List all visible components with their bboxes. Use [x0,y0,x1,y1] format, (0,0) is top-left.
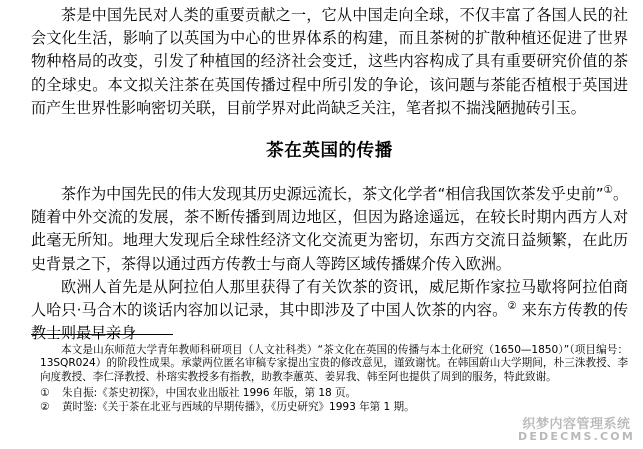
footnote-ref-1[interactable]: ① [603,183,613,196]
watermark [518,418,635,443]
footnote-separator-rule [31,334,173,335]
paragraph-spread-1-text-before-note: 茶作为中国先民的伟大发现其历史源远流长，茶文化学者“相信我国饮茶发乎史前” [61,185,604,204]
footnote-marker-1: ① [40,387,50,400]
heading-spacer-bottom [31,161,628,183]
paragraph-spread-2-text-before-note: 欧洲人首先是从阿拉伯人那里获得了有关饮茶的资讯，威尼斯作家拉马歇将阿拉伯商人哈只·马合木的谈话内容加以记录，其中即涉及了中国人饮茶的内容。 [31,277,628,320]
paragraph-spread-1-text-after-note: 。随着中外交流的发展，茶不断传播到周边地区，但因为路途遥远，在较长时期内西方人对此毫无所知。地理大发现后全球性经济文化交流更为密切，东西方交流日益频繁，在此历史背景之下，茶得以通过西方传教士与商人等跨区域传播媒介传入欧洲。 [31,185,628,273]
document-body [31,4,628,345]
section-heading: 茶在英国的传播 [266,141,393,162]
paragraph-spread-2-text-after-note: 来东方传教的传教士则最早亲身 [31,301,628,343]
footnote-text-2: 黄时鉴:《关于茶在北亚与西域的早期传播》，《历史研究》1993 年第 1 期。 [62,401,415,414]
footnote-marker-2: ② [40,401,50,414]
footnote-area [31,334,629,415]
footnote-text-1: 朱自振:《茶史初探》，中国农业出版社 1996 年版，第 18 页。 [62,387,357,400]
paragraph-spread-1 [31,183,628,276]
watermark-english-label: DEDECMS.COM [518,430,635,444]
footnote-item-2 [31,400,629,414]
footnote-item-1 [31,386,629,400]
footnote-list [31,386,629,414]
footnote-funding-note: 本文是山东师范大学青年教师科研项目（人文社科类）“茶文化在英国的传播与本土化研究（1650—1850）”（项目编号：13SQR024）的阶段性成果。承蒙两位匿名审稿专家提出宝贵的修改意见，谨致谢忱。在韩国蔚山大学期间，朴三洙教授、李向度教授、李仁泽教授、朴瑢实教授多有指教，助教李蕙英、姜昇我、韩至阿也提供了周到的服务，特此致谢。 [40,344,628,383]
paragraph-intro: 茶是中国先民对人类的重要贡献之一，它从中国走向全球，不仅丰富了各国人民的社会文化生活，影响了以英国为中心的世界体系的构建，而且茶树的扩散种植还促进了世界物种格局的改变，引发了种植国的经济社会变迁，这些内容构成了具有重要研究价值的茶的全球史。本文拟关注茶在英国传播过程中所引发的争论，该问题与茶能否植根于英国进而产生世界性影响密切关联，目前学界对此尚缺乏关注，笔者拟不揣浅陋抛砖引玉。 [31,6,628,117]
heading-spacer-top [31,120,628,141]
footnote-ref-2[interactable]: ② [507,300,517,312]
watermark-chinese-label: 织梦内容管理系统 [522,416,631,432]
